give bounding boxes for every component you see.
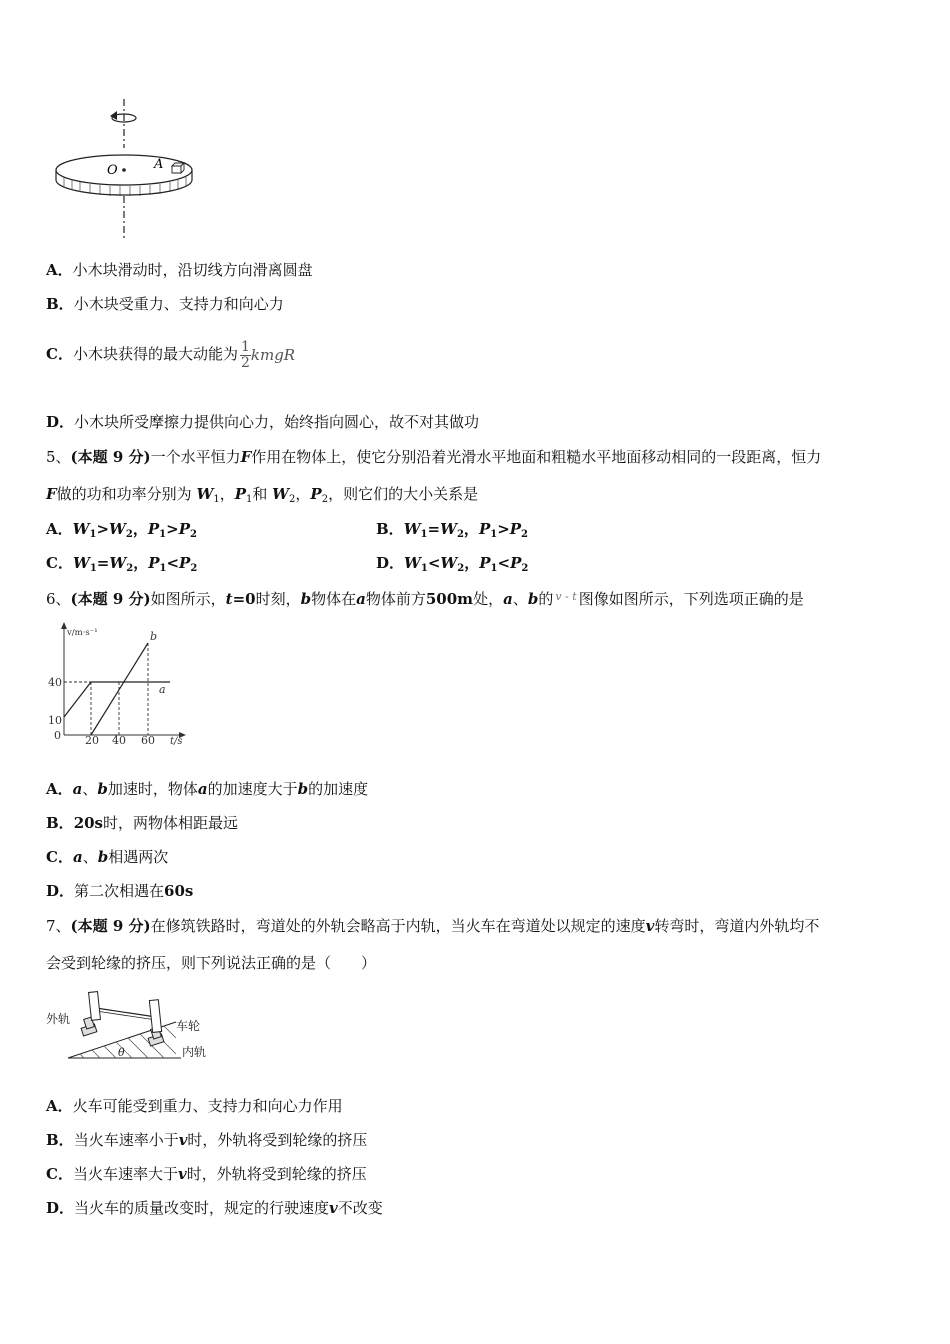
option-text: 、 (82, 848, 98, 866)
q4-option-c (46, 334, 295, 374)
symbol-v: v (329, 1199, 338, 1217)
subscript: 2 (521, 563, 529, 574)
option-text: 相遇两次 (108, 848, 169, 866)
option-text: 小木块滑动时，沿切线方向滑离圆盘 (72, 261, 313, 279)
subscript: 1 (89, 529, 97, 540)
option-text: 不改变 (337, 1199, 383, 1217)
q6-option-d (46, 881, 193, 901)
option-value: 60s (164, 882, 194, 900)
q4-option-d (46, 412, 479, 432)
symbol-a: a (503, 590, 513, 608)
subscript: 1 (490, 563, 498, 574)
q6-score: (本题 9 分) (70, 590, 151, 608)
symbol-p: P (310, 485, 322, 503)
q7-text: 会受到轮缘的挤压，则下列说法正确的是（ ） (46, 954, 377, 972)
x-tick-20: 20 (85, 734, 99, 747)
subscript: 2 (289, 494, 296, 505)
q7-score: (本题 9 分) (70, 917, 151, 935)
option-text: 的加速度 (308, 780, 369, 798)
option-text: 当火车速率大于 (72, 1165, 178, 1183)
y-tick-40: 40 (48, 676, 62, 689)
q6-text: 物体前方 (365, 590, 426, 608)
q5-option-a (46, 519, 197, 539)
rotation-arrowhead (110, 111, 117, 120)
subscript: 1 (245, 494, 253, 505)
q7-option-d (46, 1198, 383, 1218)
option-key: A． (46, 261, 73, 279)
force-symbol: F (46, 485, 57, 503)
q7-text: 在修筑铁路时，弯道处的外轨会略高于内轨，当火车在弯道处以规定的速度 (150, 917, 646, 935)
q6-distance: 500m (425, 590, 474, 608)
y-axis-label: v/m·s⁻¹ (67, 628, 98, 638)
symbol-p: P (509, 520, 522, 538)
q6-text: 物体在 (311, 590, 357, 608)
relation: > (96, 520, 110, 538)
symbol-p: P (478, 520, 491, 538)
subscript: 1 (213, 494, 220, 505)
symbol-w: W (196, 485, 214, 503)
y-tick-10: 10 (48, 714, 62, 727)
punct: ， (463, 520, 479, 538)
force-symbol: F (240, 448, 252, 466)
q4-option-a (46, 260, 313, 280)
option-key: D． (376, 554, 405, 572)
rotating-disk-figure (50, 96, 200, 241)
symbol-p: P (479, 554, 491, 572)
symbol-b: b (300, 590, 312, 608)
fraction-half (240, 340, 251, 371)
symbol-a: a (72, 780, 83, 798)
option-text: 加速时，物体 (107, 780, 198, 798)
subscript: 1 (420, 563, 428, 574)
option-key: B． (46, 295, 74, 313)
symbol-w: W (72, 554, 90, 572)
relation: = (96, 554, 110, 572)
subscript: 2 (126, 563, 134, 574)
q5-number: 5、 (46, 448, 71, 466)
option-key: A． (46, 1097, 73, 1115)
option-key: D． (46, 1199, 75, 1217)
option-text: 时，两物体相距最远 (103, 814, 239, 832)
option-key: B． (46, 814, 74, 832)
relation: = (427, 520, 441, 538)
option-key: C． (46, 554, 73, 572)
angle-label: θ (118, 1046, 125, 1059)
q6-value: =0 (232, 590, 256, 608)
railway-figure (46, 986, 216, 1062)
subscript: 1 (89, 563, 97, 574)
q5-option-d (376, 553, 528, 573)
symbol-p: P (178, 520, 190, 538)
symbol-w: W (403, 520, 421, 538)
wheel-label: 车轮 (176, 1019, 201, 1033)
relation: < (497, 554, 511, 572)
symbol-w: W (404, 554, 421, 572)
option-text: 小木块所受摩擦力提供向心力，始终指向圆心，故不对其做功 (74, 413, 480, 431)
x-tick-40: 40 (112, 734, 126, 747)
symbol-w: W (440, 520, 457, 538)
option-key: C． (46, 848, 73, 866)
q6-text: 处， (473, 590, 504, 608)
symbol-v: v (645, 917, 655, 935)
option-text: 的加速度大于 (207, 780, 298, 798)
subscript: 2 (456, 529, 464, 540)
subscript: 2 (190, 529, 197, 540)
symbol-v: v (177, 1165, 187, 1183)
symbol-t: t (225, 590, 233, 608)
q5-stem-line2 (46, 484, 478, 504)
option-key: C． (46, 345, 73, 363)
symbol-w: W (109, 520, 126, 538)
guide-lines (64, 643, 148, 735)
subscript: 1 (490, 529, 498, 540)
fraction-numerator: 1 (240, 338, 250, 355)
q5-text: 作用在物体上，使它分别沿着光滑水平地面和粗糙水平地面移动相同的一段距离，恒力 (251, 448, 822, 466)
q5-text: 做的功和功率分别为 (56, 485, 192, 503)
q6-option-b (46, 813, 238, 833)
label-a: A (154, 157, 164, 172)
option-key: A． (46, 520, 73, 538)
symbol-b: b (297, 780, 309, 798)
subscript: 1 (420, 529, 428, 540)
option-key: D． (46, 413, 75, 431)
q6-text: 时刻， (255, 590, 301, 608)
option-text: 小木块受重力、支持力和向心力 (73, 295, 284, 313)
relation: < (166, 554, 180, 572)
option-text: 当火车速率小于 (73, 1131, 179, 1149)
option-value: 20s (73, 814, 104, 832)
punct: ， (132, 520, 148, 538)
q5-text: 一个水平恒力 (150, 448, 241, 466)
line-b-label: b (150, 630, 158, 643)
x-tick-60: 60 (141, 734, 155, 747)
relation: < (427, 554, 441, 572)
q5-option-c (46, 553, 197, 573)
symbol-p: P (148, 554, 160, 572)
punct: ， (219, 485, 235, 503)
option-text: 第二次相遇在 (74, 882, 165, 900)
subscript: 1 (159, 529, 167, 540)
symbol-w: W (440, 554, 458, 572)
q7-option-b (46, 1130, 367, 1150)
q7-stem-line2 (46, 953, 376, 973)
outer-rail-label: 外轨 (46, 1012, 71, 1026)
q6-stem (46, 587, 804, 609)
conj: 和 (252, 485, 268, 503)
symbol-a: a (72, 848, 83, 866)
q7-number: 7、 (46, 917, 71, 935)
q5-stem-line1 (46, 447, 821, 467)
symbol-w: W (72, 520, 90, 538)
symbol-b: b (527, 590, 539, 608)
q7-option-c (46, 1164, 367, 1184)
symbol-b: b (97, 780, 108, 798)
vt-graph (44, 620, 194, 750)
kmgr-expression: kmgR (250, 346, 296, 364)
option-key: A． (46, 780, 73, 798)
line-a-label: a (159, 683, 166, 696)
symbol-p: P (234, 485, 246, 503)
line-a (64, 682, 170, 717)
symbol-p: P (147, 520, 160, 538)
inner-wheel (149, 1000, 161, 1033)
q6-text: 图像如图所示，下列选项正确的是 (578, 590, 804, 608)
q5-text: ，则它们的大小关系是 (328, 485, 479, 503)
symbol-b: b (97, 848, 109, 866)
option-text: 、 (82, 780, 98, 798)
origin-label: 0 (54, 729, 61, 742)
q7-stem-line1 (46, 916, 819, 936)
symbol-v: v (178, 1131, 188, 1149)
q6-option-a (46, 779, 368, 799)
relation: > (166, 520, 179, 538)
q6-text: 的 (538, 590, 554, 608)
q7-text: 转弯时，弯道内外轨均不 (654, 917, 820, 935)
q6-text: 如图所示， (150, 590, 226, 608)
option-key: B． (46, 1131, 74, 1149)
option-text: 时，外轨将受到轮缘的挤压 (186, 1165, 367, 1183)
line-b (91, 643, 148, 735)
option-key: C． (46, 1165, 73, 1183)
option-text: 当火车的质量改变时，规定的行驶速度 (74, 1199, 330, 1217)
subscript: 2 (125, 529, 133, 540)
label-o: O (107, 163, 118, 178)
option-text: 小木块获得的最大动能为 (72, 345, 238, 363)
q5-option-b (376, 519, 528, 539)
symbol-w: W (109, 554, 127, 572)
wood-block (172, 163, 184, 173)
x-axis-label: t/s (170, 736, 183, 747)
subscript: 2 (457, 563, 465, 574)
q4-option-b (46, 294, 284, 314)
symbol-p: P (179, 554, 191, 572)
vt-symbol: v - t (555, 590, 577, 603)
subscript: 2 (321, 494, 329, 505)
subscript: 2 (190, 563, 198, 574)
option-key: D． (46, 882, 75, 900)
symbol-a: a (197, 780, 208, 798)
fraction-denominator: 2 (240, 354, 250, 371)
symbol-a: a (356, 590, 366, 608)
q7-option-a (46, 1096, 343, 1116)
disk-center-dot (122, 168, 126, 172)
punct: 、 (512, 590, 528, 608)
subscript: 1 (159, 563, 167, 574)
inner-rail-label: 内轨 (182, 1045, 207, 1059)
q5-score: (本题 9 分) (70, 448, 151, 466)
punct: ， (295, 485, 311, 503)
symbol-p: P (510, 554, 522, 572)
punct: ， (133, 554, 149, 572)
option-key: B． (376, 520, 404, 538)
q6-number: 6、 (46, 590, 71, 608)
option-text: 时，外轨将受到轮缘的挤压 (187, 1131, 368, 1149)
option-text: 火车可能受到重力、支持力和向心力作用 (72, 1097, 343, 1115)
punct: ， (464, 554, 480, 572)
relation: > (497, 520, 510, 538)
q6-option-c (46, 847, 168, 867)
symbol-w: W (272, 485, 290, 503)
subscript: 2 (521, 529, 529, 540)
outer-wheel (89, 992, 101, 1021)
